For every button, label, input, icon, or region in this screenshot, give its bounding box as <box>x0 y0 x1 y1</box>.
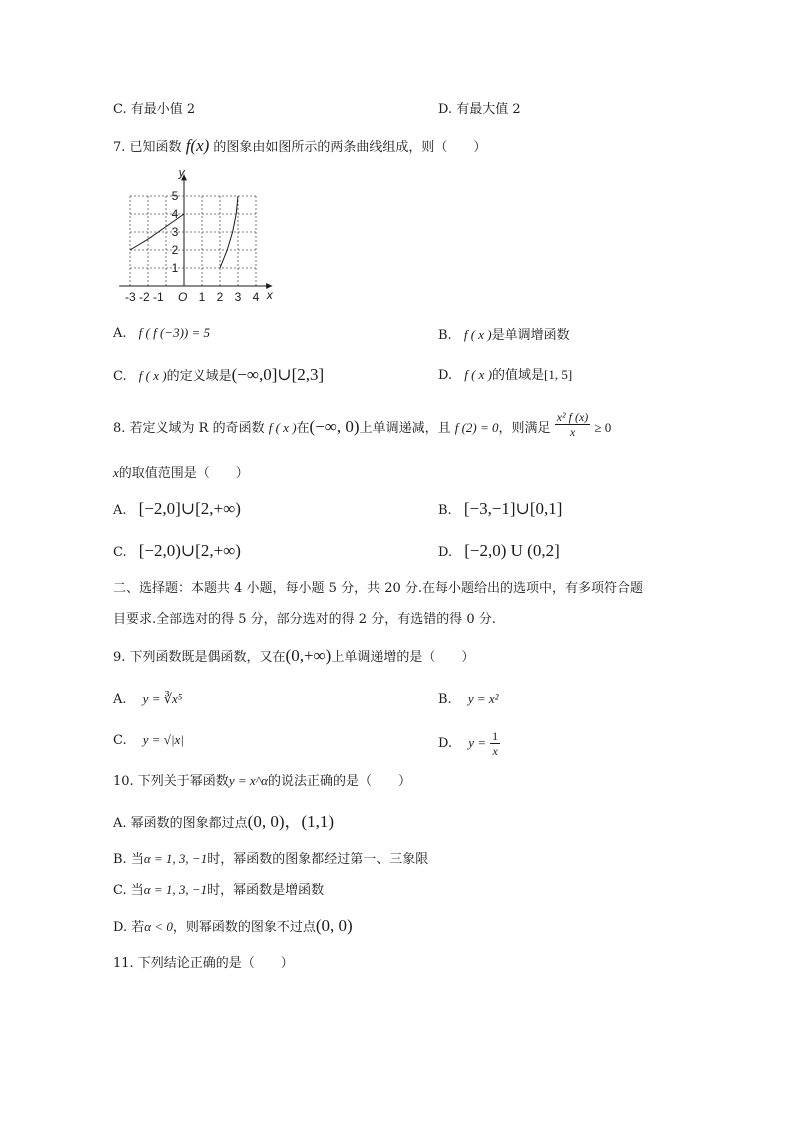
q7-option-c-math: f ( x ) <box>138 368 167 383</box>
q10-option-c-text-b: 时，幂函数是增函数 <box>207 883 325 898</box>
q8-option-d <box>438 542 560 562</box>
q9-option-d-fraction <box>490 729 500 758</box>
q9-option-d-denominator: x <box>492 744 498 758</box>
q10-option-d-math: α < 0 <box>144 919 173 934</box>
y-tick-label: 5 <box>171 189 179 203</box>
q10-stem <box>113 772 411 791</box>
q6-option-d: D. 有最大值 2 <box>438 102 521 117</box>
q10-option-c-text-a: C. 当 <box>113 883 144 898</box>
origin-label: O <box>178 290 188 304</box>
q8-fraction-numerator: x² f (x) <box>556 410 589 424</box>
q9-option-a-math: y = ∛x⁵ <box>142 691 183 706</box>
x-tick-label: 3 <box>234 290 242 304</box>
q9-stem <box>113 647 474 667</box>
q9-option-d-y: y = <box>468 735 487 750</box>
q7-stem <box>113 137 486 157</box>
q8-option-b <box>438 500 562 520</box>
section2-instructions-line1: 二、选择题：本题共 4 小题，每小题 5 分，共 20 分.在每小题给出的选项中，有多项符合题 <box>113 581 644 596</box>
q7-option-b-math: f ( x ) <box>463 327 492 342</box>
q7-option-b-label: B. <box>438 328 452 343</box>
q8-option-c <box>113 542 241 562</box>
q7-option-a-label: A. <box>113 326 127 341</box>
y-tick-label: 4 <box>171 207 179 221</box>
q7-option-d-text: 的值域是 <box>492 368 545 383</box>
q8-option-b-math: [−3,−1]∪[0,1] <box>463 499 563 518</box>
q8-option-d-label: D. <box>438 545 453 560</box>
q10-option-b <box>113 850 428 869</box>
q8-stem <box>113 410 612 439</box>
x-tick-labels-negative: -3 -2 -1 <box>125 290 164 304</box>
q7-option-a-math: f ( f (−3)) = 5 <box>138 325 211 340</box>
q8-interval: (−∞, 0) <box>309 417 360 436</box>
q9-option-c <box>113 731 184 750</box>
q9-option-d <box>438 729 500 758</box>
x-tick-label: 2 <box>216 290 224 304</box>
q7-option-d-math: f ( x ) <box>464 367 493 382</box>
q7-option-c-domain: (−∞,0]∪[2,3] <box>231 365 325 384</box>
q8-option-a-label: A. <box>113 503 127 518</box>
q7-stem-prefix: 7. 已知函数 <box>113 140 182 155</box>
q7-function-graph <box>108 166 288 304</box>
x-axis-label: x <box>266 288 273 302</box>
q10-option-b-math: α = 1, 3, −1 <box>143 851 208 866</box>
x-tick-label: 1 <box>198 290 206 304</box>
q7-option-b <box>438 326 570 345</box>
q10-option-b-text-b: 时，幂函数的图象都经过第一、三象限 <box>207 852 429 867</box>
q7-option-c-label: C. <box>113 369 127 384</box>
q8-stem-e: 的取值范围是（ ） <box>118 466 249 481</box>
q10-stem-b: 的说法正确的是（ ） <box>267 774 411 789</box>
q10-stem-a: 10. 下列关于幂函数 <box>113 774 229 789</box>
q9-option-b-label: B. <box>438 692 452 707</box>
q8-stem-a: 8. 若定义域为 R 的奇函数 <box>113 421 265 436</box>
q10-option-c <box>113 881 324 900</box>
y-tick-label: 1 <box>171 261 179 275</box>
section2-instructions-line2: 目要求.全部选对的得 5 分，部分选对的得 2 分，有选错的得 0 分. <box>113 612 496 627</box>
q6-option-c: C. 有最小值 2 <box>113 102 196 117</box>
q9-option-b <box>438 690 499 709</box>
y-axis-label: y <box>178 166 185 180</box>
q9-stem-a: 9. 下列函数既是偶函数，又在 <box>113 650 286 665</box>
q9-option-c-label: C. <box>113 733 127 748</box>
q8-option-b-label: B. <box>438 503 452 518</box>
q10-option-a <box>113 813 334 833</box>
q7-option-c-text: 的定义域是 <box>166 369 232 384</box>
q10-option-a-text: A. 幂函数的图象都过点 <box>113 816 248 831</box>
q9-option-d-label: D. <box>438 736 453 751</box>
q8-stem-b: 在 <box>296 421 310 436</box>
q8-fx: f ( x ) <box>268 420 297 435</box>
q8-inequality: ≥ 0 <box>594 420 612 435</box>
q10-function: y = x^α <box>228 773 268 788</box>
q9-option-a-label: A. <box>113 692 127 707</box>
q7-option-d-label: D. <box>438 368 453 383</box>
q8-stem-c: 上单调递减，且 <box>359 421 451 436</box>
q7-stem-suffix: 的图象由如图所示的两条曲线组成，则（ ） <box>213 140 487 155</box>
graph-labels <box>125 166 274 304</box>
q9-option-b-math: y = x² <box>467 691 499 706</box>
q7-option-a <box>113 324 210 343</box>
q8-stem-line2 <box>113 464 249 483</box>
q9-option-a <box>113 690 182 709</box>
q7-option-c <box>113 366 324 386</box>
x-tick-label: 4 <box>252 290 260 304</box>
q8-option-a-math: [−2,0]∪[2,+∞) <box>138 499 241 518</box>
q10-option-d-text-a: D. 若 <box>113 920 145 935</box>
q9-interval: (0,+∞) <box>285 646 332 665</box>
y-tick-label: 3 <box>171 225 179 239</box>
q8-condition: f (2) = 0 <box>454 420 499 435</box>
q8-fraction <box>555 410 591 439</box>
q11-stem: 11. 下列结论正确的是（ ） <box>113 956 294 971</box>
q7-option-b-text: 是单调增函数 <box>491 328 570 343</box>
q10-option-a-math: (0, 0)，(1,1) <box>247 812 335 831</box>
q10-option-d-point: (0, 0) <box>315 916 353 935</box>
q10-option-b-text-a: B. 当 <box>113 852 144 867</box>
q8-stem-d: ，则满足 <box>498 421 551 436</box>
q7-fx: f(x) <box>185 136 210 155</box>
q7-option-d-range: [1, 5] <box>544 367 573 382</box>
q10-option-d <box>113 917 353 937</box>
q8-fraction-denominator: x <box>569 425 576 439</box>
q8-option-c-label: C. <box>113 545 127 560</box>
q9-stem-b: 上单调递增的是（ ） <box>331 650 475 665</box>
q9-option-d-numerator: 1 <box>492 729 499 743</box>
q10-option-d-text-b: ，则幂函数的图象不过点 <box>172 920 316 935</box>
q8-option-a <box>113 500 241 520</box>
y-tick-label: 2 <box>171 243 179 257</box>
q8-option-c-math: [−2,0)∪[2,+∞) <box>138 541 241 560</box>
q8-option-d-math: [−2,0) U (0,2] <box>464 541 560 560</box>
q7-option-d <box>438 366 572 385</box>
q9-option-c-math: y = √|x| <box>142 732 184 747</box>
q10-option-c-math: α = 1, 3, −1 <box>143 882 208 897</box>
q8-variable-x: x <box>113 465 119 480</box>
